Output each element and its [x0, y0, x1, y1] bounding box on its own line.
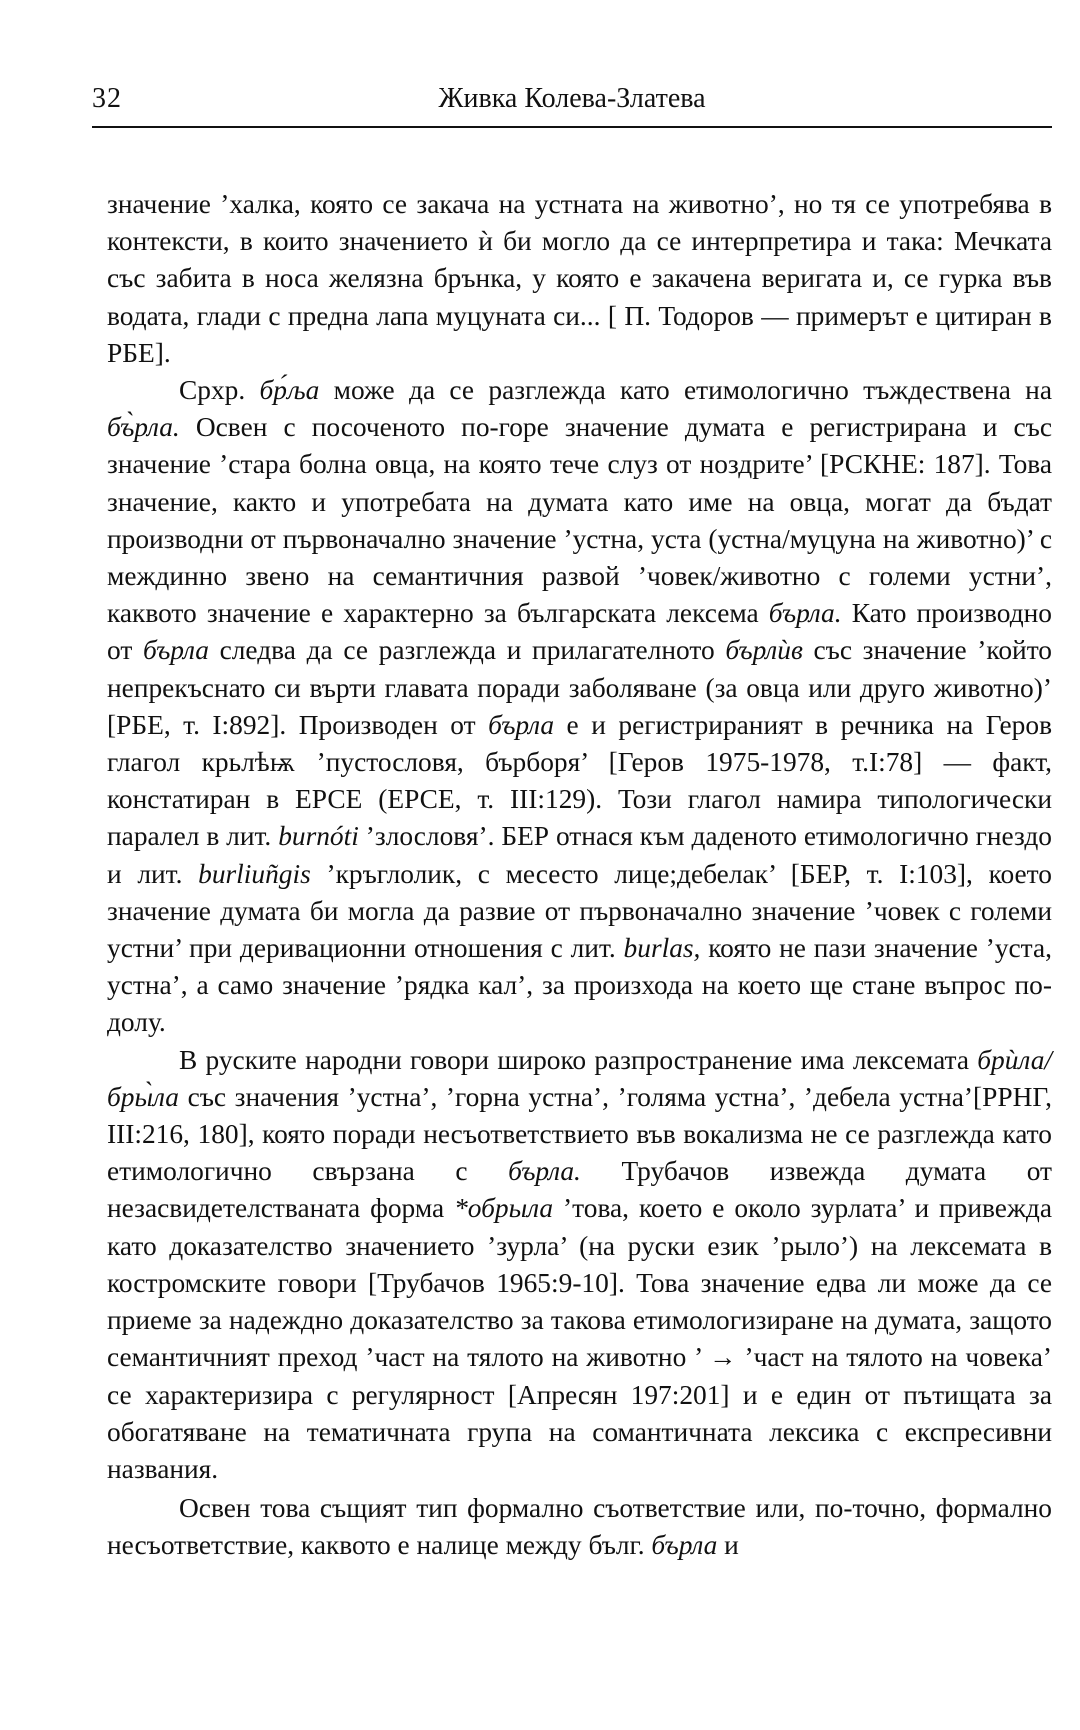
- page-number: 32: [92, 83, 122, 114]
- text-run: Като производно от: [107, 598, 1052, 666]
- paragraph-2: [107, 372, 1052, 1042]
- italic-term: бърлѝв: [725, 635, 803, 666]
- italic-term: burlas,: [623, 933, 701, 964]
- italic-term: бр́ља: [259, 375, 320, 406]
- italic-term: бърла: [651, 1530, 718, 1561]
- italic-term: burnóti: [278, 821, 359, 852]
- italic-term: брѝла/бры̀ла: [107, 1044, 1052, 1112]
- italic-term: бъ̀рла.: [107, 412, 180, 443]
- text-run: със значение ’който непрекъснато си върти главата поради заболяване (за овца или друго животно)’ [РБЕ, т. I:892]. Производен от: [107, 635, 1052, 740]
- italic-term: burliuñgis: [198, 858, 311, 889]
- text-run: Трубачов извежда думата от незасвидетелстваната форма: [107, 1156, 1053, 1224]
- text-run: може да се разглежда като етимологично тъждествена на: [319, 375, 1052, 406]
- text-run: Срхр.: [179, 375, 260, 406]
- text-run: е и регистрираният в речника на Геров глагол: [107, 709, 1052, 778]
- text-run: Освен това същият тип формално съответствие или, по-точно, формално несъответствие, каквото е налице между бълг.: [107, 1493, 1052, 1561]
- italic-term: бърла: [142, 635, 209, 666]
- body-text: [107, 186, 1052, 1565]
- text-run: ’кръглолик, с месесто лице;дебелак’ [БЕР, т. I:103], което значение думата би могла да развие от първоначално значение ’човек с големи устни’ при деривационни отношения с лит.: [107, 858, 1052, 964]
- paragraph-1: [107, 186, 1052, 372]
- text-run: ’злословя’. БЕР отнася към даденото етимологично гнездо и лит.: [107, 821, 1052, 889]
- text-run: ’това, което е около зурлата’ и привежда като доказателство значението ’зурла’ (на руски език ’рыло’) на лексемата в костромските говори [Трубачов 1965:9-10]. Това значение едва ли може да се приеме за надеждно доказателство за такова етимологизиране на думата, защото семантичният преход ’част на тялото на животно ’ → ’част на тялото на човека’ се характеризира с регулярност [Апресян 197:201] и е един от пътищата за обогатяване на тематичната група на сомантичната лексика с експресивни названия.: [107, 1193, 1052, 1484]
- text-run: следва да се разглежда и прилагателното: [208, 635, 726, 666]
- text-run: която не пази значение ’уста, устна’, а само значение ’рядка кал’, за произхода на което ще стане въпрос по-долу.: [107, 933, 1052, 1038]
- running-title: Живка Колева-Златева: [438, 83, 706, 114]
- paragraph-4: [107, 1490, 1052, 1564]
- text-run: значение ’халка, която се закача на устната на животно’, но тя се употребява в контексти, в които значението ѝ би могло да се интерпретира и така: Мечката със забита в носа желязна брънка, у която е закачена веригата и, се гурка във водата, глади с предна лапа муцуната си... [ П. Тодоров — примерът е цитиран в РБЕ].: [107, 189, 1052, 368]
- text-run: със значения ’устна’, ’горна устна’, ’голяма устна’, ’дебела устна’[РРНГ, III:216, 180], която поради несъответствието във вокализма не се разглежда като етимологично свързана с: [107, 1081, 1052, 1187]
- italic-term: бърла.: [768, 598, 842, 629]
- text-run: Освен с посоченото по-горе значение думата е регистрирана и със значение ’стара болна овца, на която тече слуз от ноздрите’ [РСКНЕ: 187]. Това значение, както и употребата на думата като име на овца, могат да бъдат производни от първоначално значение ’устна, уста (устна/муцуна на животно)’ с междинно звено на семантичния развой ’човек/животно с големи устни’, каквото значение е характерно за българската лексема: [107, 412, 1052, 629]
- header-rule: [92, 126, 1052, 128]
- page-header: [92, 82, 1052, 122]
- text-run: В руските народни говори широко разпространение има лексемата: [179, 1044, 978, 1075]
- italic-term: бърла: [488, 709, 555, 740]
- text-run: ’пустословя, бърборя’ [Геров 1975-1978, т.I:78] — факт, констатиран в ЕРСЕ (ЕРСЕ, т. III:129). Този глагол намира типологически паралел в лит.: [107, 747, 1052, 852]
- text-run: крьлѣѭ: [201, 747, 296, 778]
- italic-term: *обрыла: [454, 1193, 554, 1224]
- italic-term: бърла.: [508, 1156, 581, 1187]
- paragraph-3: [107, 1042, 1052, 1488]
- text-run: и: [717, 1530, 739, 1561]
